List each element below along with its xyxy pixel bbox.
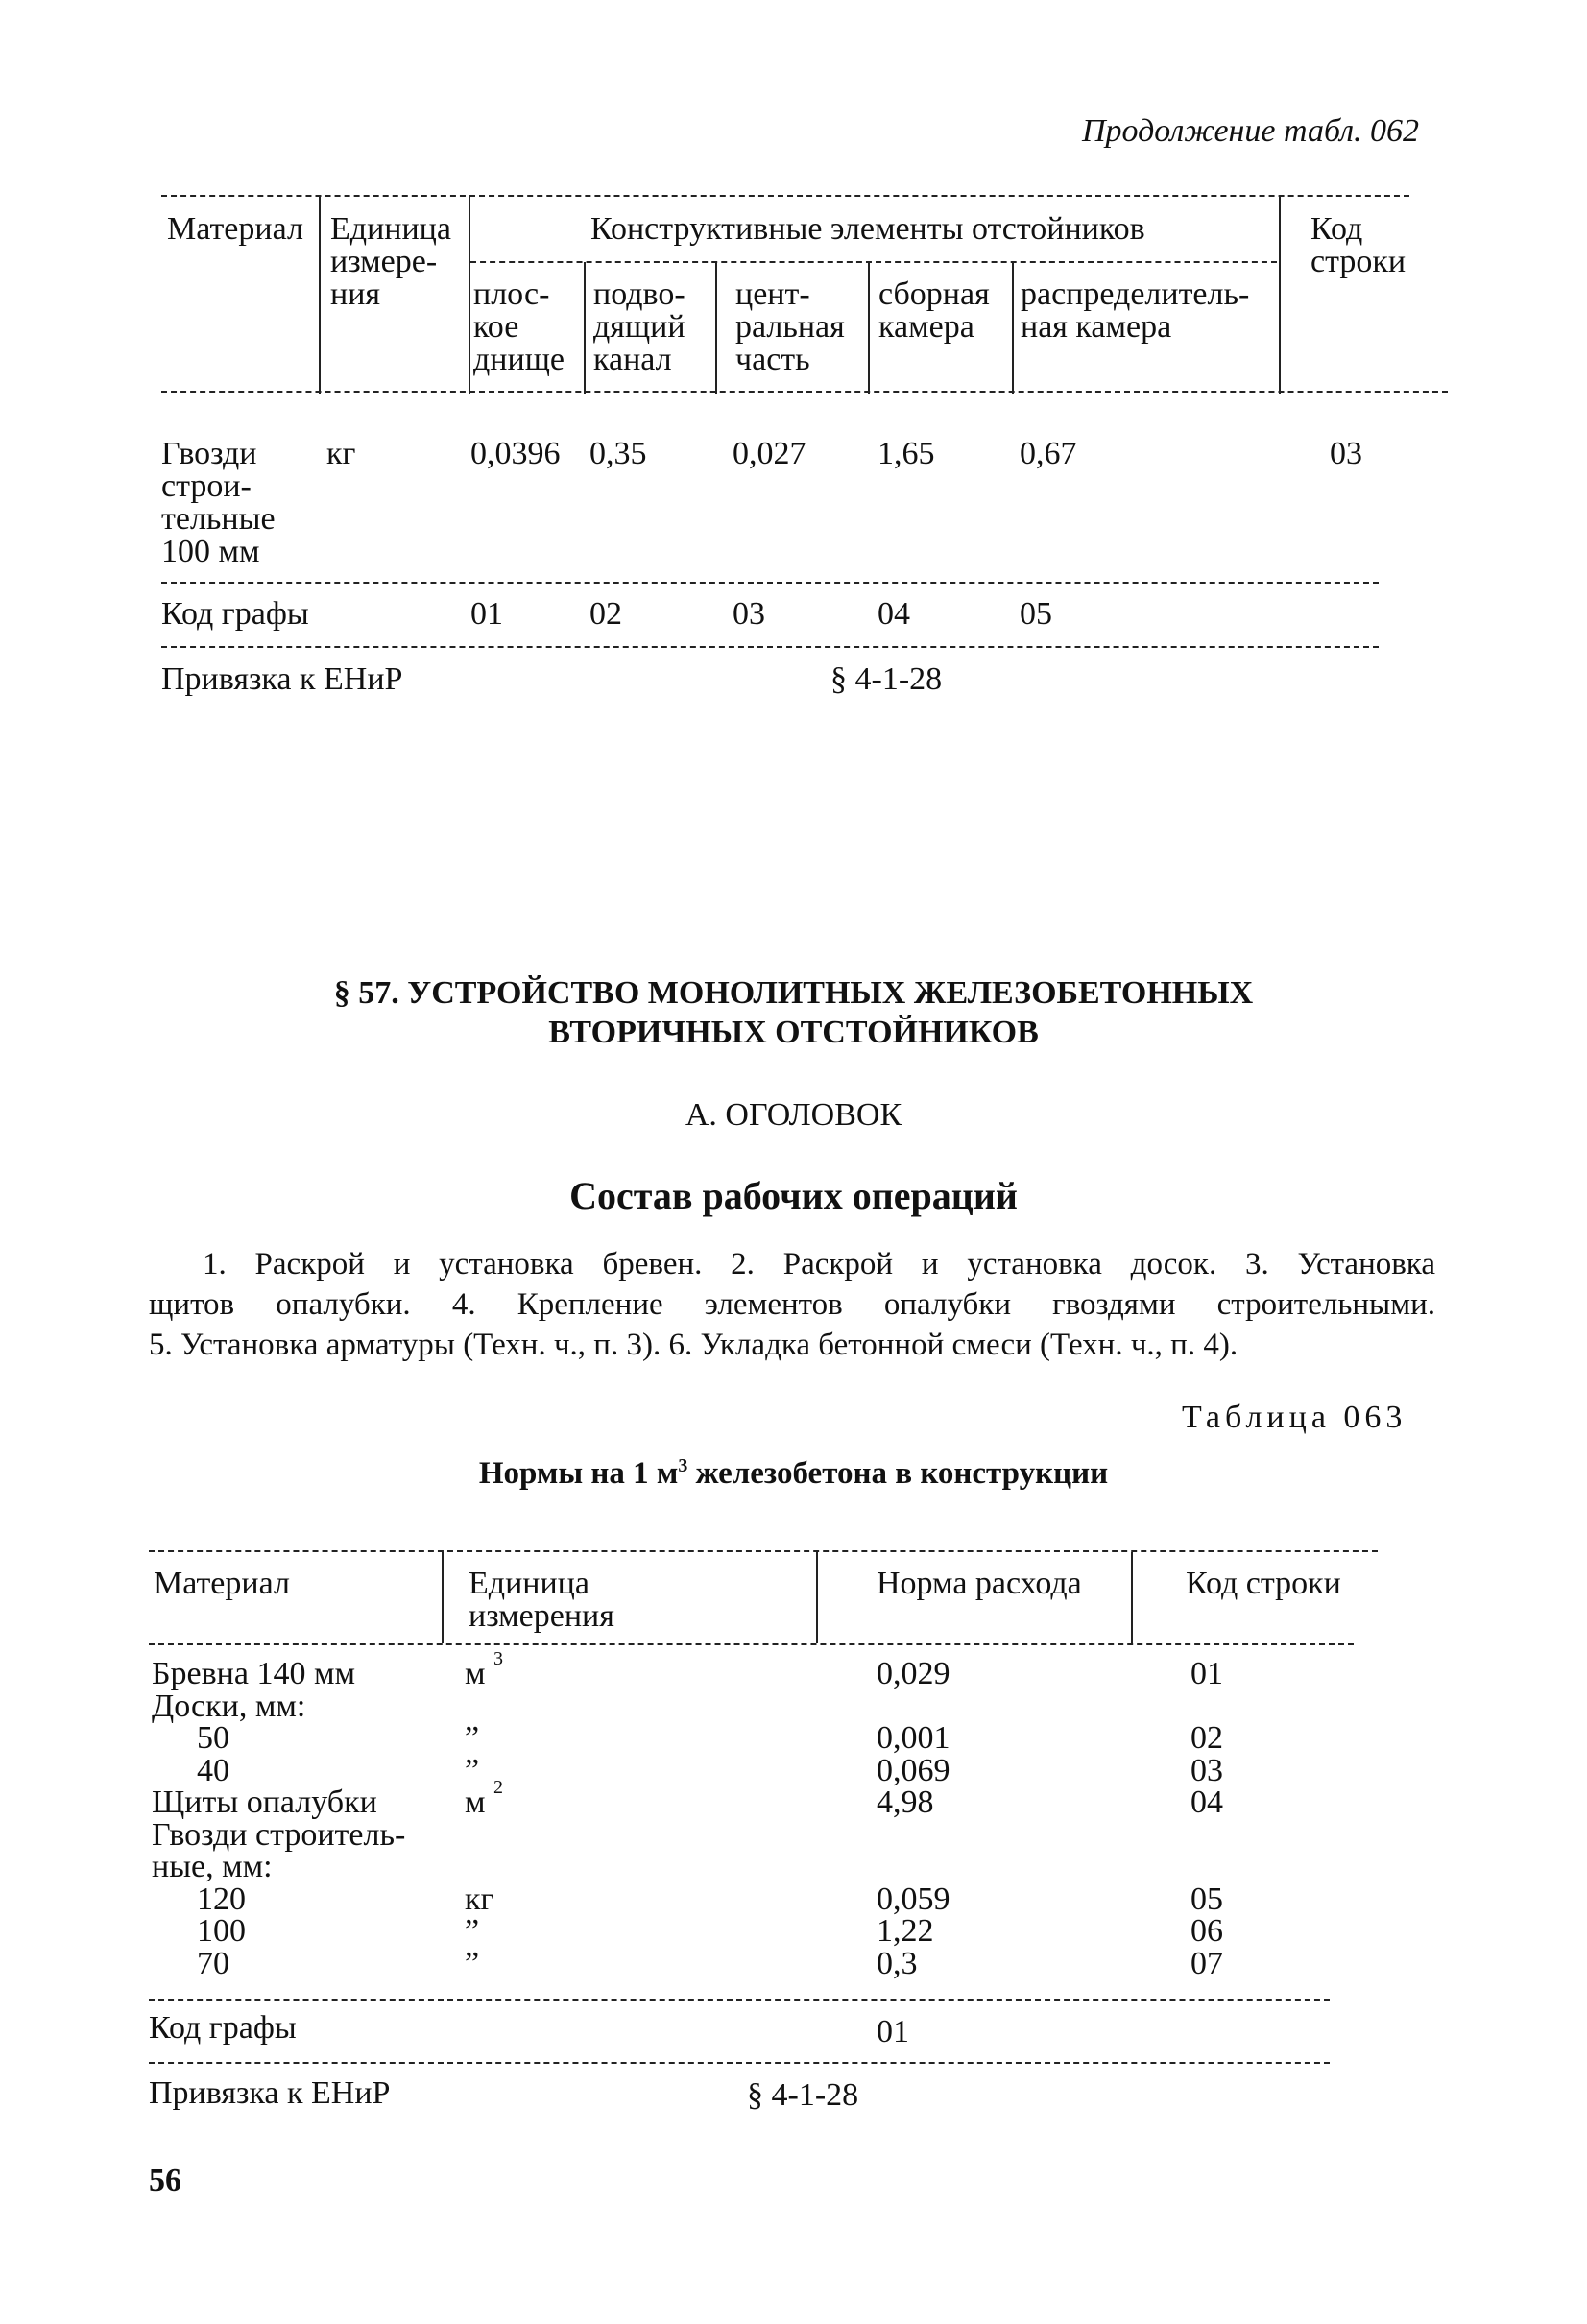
rule: [149, 2062, 1330, 2064]
binding-value: § 4-1-28: [830, 661, 943, 697]
divider: [868, 262, 870, 394]
header-unit: Единица измерения: [469, 1566, 614, 1634]
cell-code: 05: [1190, 1881, 1223, 1917]
table-row: [0, 1945, 1587, 1981]
header-sub-5: распределитель- ная камера: [1021, 276, 1250, 345]
cell-norm: 1,22: [877, 1913, 934, 1949]
table-063-caption: Нормы на 1 $м^3$ железобетона в конструкции: [478, 1455, 1109, 1491]
header-unit: Единица измере- ния: [330, 211, 451, 312]
row-code: 03: [1330, 436, 1362, 471]
divider: [1279, 197, 1281, 394]
row-material: Гвозди строи- тельные 100 мм: [161, 436, 276, 569]
header-material: Материал: [167, 211, 303, 247]
cell-code: 02: [1190, 1720, 1223, 1756]
table-top-rule: [161, 195, 1409, 197]
column-code: 04: [878, 596, 910, 632]
ops-heading: Состав рабочих операций: [569, 1174, 1018, 1217]
header-bottom-rule: [149, 1643, 1354, 1645]
continuation-label: Продолжение табл. 062: [1082, 113, 1420, 149]
divider: [816, 1552, 818, 1643]
divider: [1131, 1552, 1133, 1643]
page-number: 56: [149, 2163, 181, 2198]
divider: [1012, 262, 1014, 394]
header-bottom-rule: [161, 391, 1448, 393]
binding-label: Привязка к ЕНиР: [161, 661, 403, 697]
cell-material: Доски, мм:: [152, 1688, 306, 1724]
cell-norm: 0,001: [877, 1720, 950, 1756]
cell-code: 04: [1190, 1785, 1223, 1820]
table-row: [0, 1722, 1587, 1755]
row-value: 1,65: [878, 436, 935, 471]
column-code: 03: [733, 596, 765, 632]
cell-material: Бревна 140 мм: [152, 1656, 355, 1691]
cell-unit: кг: [465, 1881, 494, 1917]
column-code: 05: [1020, 596, 1052, 632]
table-row: [0, 1883, 1587, 1916]
section-title-line2: ВТОРИЧНЫХ ОТСТОЙНИКОВ: [548, 1015, 1039, 1050]
divider: [584, 262, 586, 394]
cell-material: 120: [197, 1881, 246, 1917]
cell-material: 100: [197, 1913, 246, 1949]
row-unit: кг: [326, 436, 356, 471]
rule: [149, 1999, 1330, 2001]
header-sub-2: подво- дящий канал: [593, 276, 685, 377]
ops-text: 1. Раскрой и установка бревен. 2. Раскрой и установка досок. 3. Установка щитов опалубки. 4. Крепление элементов опалубки гвоздями строительными. 5. Установка арматуры (Техн. ч., п. 3). 6. Укладка бетонной смеси (Техн. ч., п. 4).: [149, 1247, 1435, 1362]
row-value: 0,35: [589, 436, 647, 471]
row-value: 0,027: [733, 436, 806, 471]
section-title-line1: § 57. УСТРОЙСТВО МОНОЛИТНЫХ ЖЕЛЕЗОБЕТОННЫХ: [333, 975, 1254, 1011]
rule: [161, 582, 1379, 584]
table-row: [0, 1648, 1587, 1691]
column-code: 01: [470, 596, 503, 632]
cell-unit: ”: [465, 1913, 480, 1949]
binding-value: § 4-1-28: [747, 2077, 859, 2113]
divider: [469, 197, 470, 394]
cell-material: 40: [197, 1752, 229, 1788]
table-row: [0, 1690, 1587, 1723]
column-code: 02: [589, 596, 622, 632]
binding-label: Привязка к ЕНиР: [149, 2075, 391, 2111]
header-material: Материал: [154, 1566, 290, 1601]
column-code: 01: [877, 2014, 909, 2049]
divider: [319, 197, 321, 394]
table-row: [0, 1851, 1587, 1883]
section-subtitle: А. ОГОЛОВОК: [685, 1097, 902, 1133]
row-value: 0,0396: [470, 436, 561, 471]
cell-unit: м: [465, 1785, 486, 1820]
cell-unit: ”: [465, 1752, 480, 1788]
cell-unit: ”: [465, 1945, 480, 1981]
cell-code: 06: [1190, 1913, 1223, 1949]
cell-code: 01: [1190, 1656, 1223, 1691]
header-sub-4: сборная камера: [878, 276, 990, 345]
cell-material: Щиты опалубки: [152, 1785, 377, 1820]
table-row: [0, 1915, 1587, 1948]
cell-unit: ”: [465, 1720, 480, 1756]
header-code: Код строки: [1310, 211, 1407, 279]
table-top-rule: [149, 1550, 1378, 1552]
header-sub-1: плос- кое днище: [473, 276, 565, 377]
header-norm: Норма расхода: [877, 1566, 1082, 1601]
header-group: Конструктивные элементы отстойников: [590, 211, 1145, 247]
unit-exponent: 2: [493, 1777, 503, 1798]
rule: [161, 646, 1379, 648]
cell-norm: 0,069: [877, 1752, 950, 1788]
header-code: Код строки: [1186, 1566, 1341, 1601]
column-codes-label: Код графы: [149, 2010, 297, 2046]
table-row: [0, 1752, 1587, 1788]
cell-material: Гвозди строитель-: [152, 1816, 406, 1853]
cell-material: 50: [197, 1720, 229, 1756]
table-row: [0, 1777, 1587, 1820]
unit-exponent: 3: [493, 1648, 503, 1669]
divider: [442, 1552, 444, 1643]
cell-unit: м: [465, 1656, 486, 1691]
divider: [715, 262, 717, 394]
row-value: 0,67: [1020, 436, 1077, 471]
cell-code: 03: [1190, 1752, 1223, 1788]
cell-norm: 0,3: [877, 1945, 918, 1981]
table-row: [0, 1816, 1587, 1853]
cell-code: 07: [1190, 1945, 1223, 1981]
subheader-rule: [470, 261, 1277, 263]
cell-material: ные, мм:: [152, 1849, 273, 1884]
cell-norm: 0,059: [877, 1881, 950, 1917]
table-063-label: Таблица 063: [1182, 1400, 1407, 1435]
header-sub-3: цент- ральная часть: [735, 276, 845, 377]
cell-norm: 0,029: [877, 1656, 950, 1691]
column-codes-label: Код графы: [161, 596, 309, 632]
cell-norm: 4,98: [877, 1785, 934, 1820]
cell-material: 70: [197, 1945, 229, 1981]
